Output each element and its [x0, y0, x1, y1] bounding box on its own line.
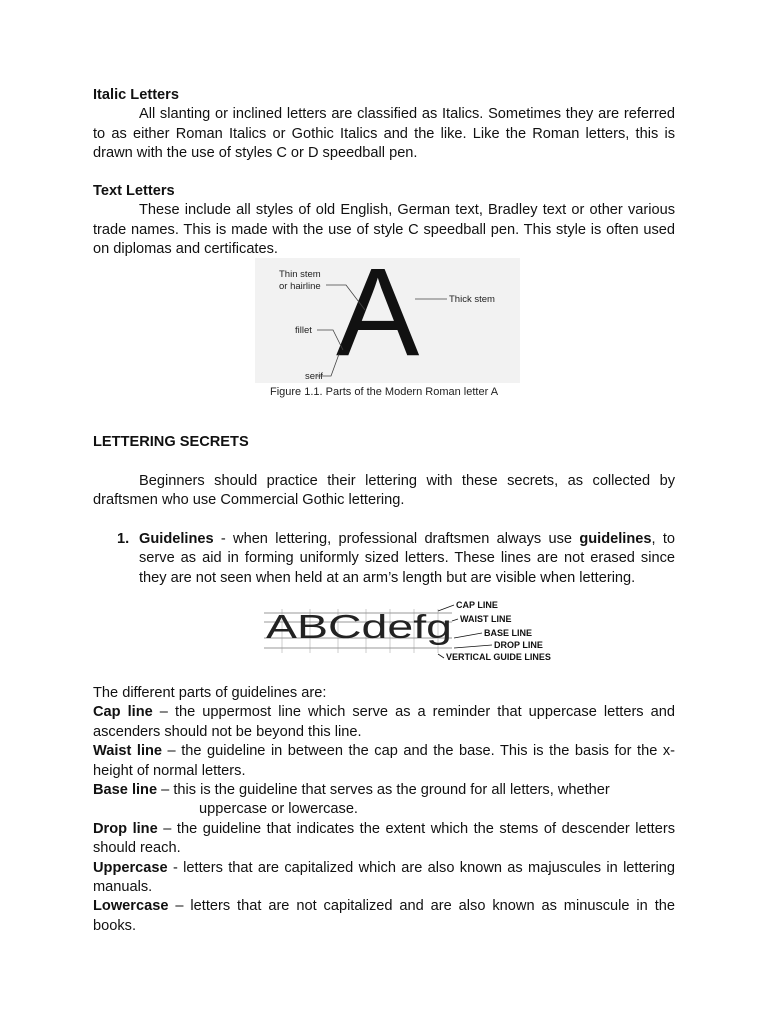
- hairline-label: or hairline: [279, 281, 321, 292]
- drop-line-definition: [93, 820, 675, 859]
- lettering-secrets-section: [93, 433, 675, 452]
- text-letters-body: These include all styles of old English, German text, Bradley text or other various trade names. This is made with the use of style C speedball pen. This style is often used on diplomas and certificates.: [93, 202, 675, 258]
- lowercase-term: Lowercase: [93, 898, 169, 915]
- drop-line-label: DROP LINE: [494, 640, 543, 650]
- base-line-text: – this is the guideline that serves as the ground for all letters, whether: [157, 782, 610, 799]
- guideline-parts-intro: The different parts of guidelines are:: [93, 685, 327, 701]
- base-line-label: BASE LINE: [484, 628, 533, 638]
- waist-line-term: Waist line: [93, 743, 163, 760]
- base-line-term: Base line: [93, 782, 158, 799]
- cap-line-text: – the uppermost line which serve as a reminder that uppercase letters and ascenders should not be beyond this line.: [93, 704, 675, 740]
- drop-line-text: – the guideline that indicates the extent which the stems of descender letters should reach.: [93, 820, 675, 857]
- guideline-parts-section: [93, 684, 675, 936]
- lowercase-definition: [93, 897, 675, 936]
- fillet-label: fillet: [295, 325, 312, 336]
- text-letters-heading: Text Letters: [93, 183, 175, 199]
- figure-1-caption: Figure 1.1. Parts of the Modern Roman letter A: [269, 386, 499, 398]
- figure-guidelines: [262, 595, 572, 667]
- figure-roman-letter-a: [255, 258, 520, 383]
- uppercase-term: Uppercase: [93, 859, 168, 876]
- lettering-secrets-intro: Beginners should practice their lettering with these secrets, as collected by draftsmen who use Commercial Gothic lettering.: [93, 473, 675, 509]
- guidelines-term: Guidelines: [139, 531, 214, 547]
- guidelines-paragraph: [139, 530, 675, 588]
- cap-line-definition: [93, 703, 675, 742]
- waist-line-text: – the guideline in between the cap and the base. This is the basis for the x- height of normal letters.: [93, 743, 676, 779]
- guidelines-term-2: guidelines: [579, 531, 652, 547]
- italic-letters-heading: Italic Letters: [93, 87, 179, 103]
- lettering-secrets-intro-block: [93, 472, 675, 511]
- guidelines-sample-text: ABCdefg: [266, 608, 452, 645]
- serif-label: serif: [305, 371, 323, 382]
- guidelines-text-a: - when lettering, professional draftsmen always use: [213, 531, 580, 547]
- uppercase-text: - letters that are capitalized which are also known as majuscules in lettering manuals.: [93, 859, 675, 896]
- list-item-guidelines: [117, 530, 675, 588]
- base-line-definition: [93, 781, 675, 800]
- cap-line-term: Cap line: [93, 704, 153, 721]
- list-number: 1.: [117, 531, 130, 547]
- drop-line-term: Drop line: [93, 820, 158, 837]
- lettering-secrets-heading: LETTERING SECRETS: [93, 434, 249, 450]
- letter-a-glyph: A: [336, 258, 420, 382]
- uppercase-definition: [93, 859, 675, 898]
- italic-letters-body: All slanting or inclined letters are classified as Italics. Sometimes they are referred to as either Roman Italics or Gothic Italics and the like. Like the Roman letters, this is drawn with the use of styles C or D speedball pen.: [93, 106, 675, 162]
- vertical-guide-lines-label: VERTICAL GUIDE LINES: [446, 652, 551, 662]
- text-letters-section: [93, 182, 675, 260]
- waist-line-label: WAIST LINE: [460, 614, 512, 624]
- lowercase-text: – letters that are not capitalized and are also known as minuscule in the books.: [93, 898, 675, 934]
- italic-letters-section: [93, 86, 675, 164]
- cap-line-label: CAP LINE: [456, 600, 498, 610]
- thick-stem-label: Thick stem: [449, 294, 495, 305]
- waist-line-definition: [93, 742, 675, 781]
- thin-stem-label: Thin stem: [279, 269, 321, 280]
- guidelines-text-b: , to serve as aid in forming uniformly sized letters. These lines are not erased since they are not seen when held at an arm’s length but are visible when lettering.: [139, 531, 676, 586]
- base-line-continuation: uppercase or lowercase.: [199, 801, 358, 818]
